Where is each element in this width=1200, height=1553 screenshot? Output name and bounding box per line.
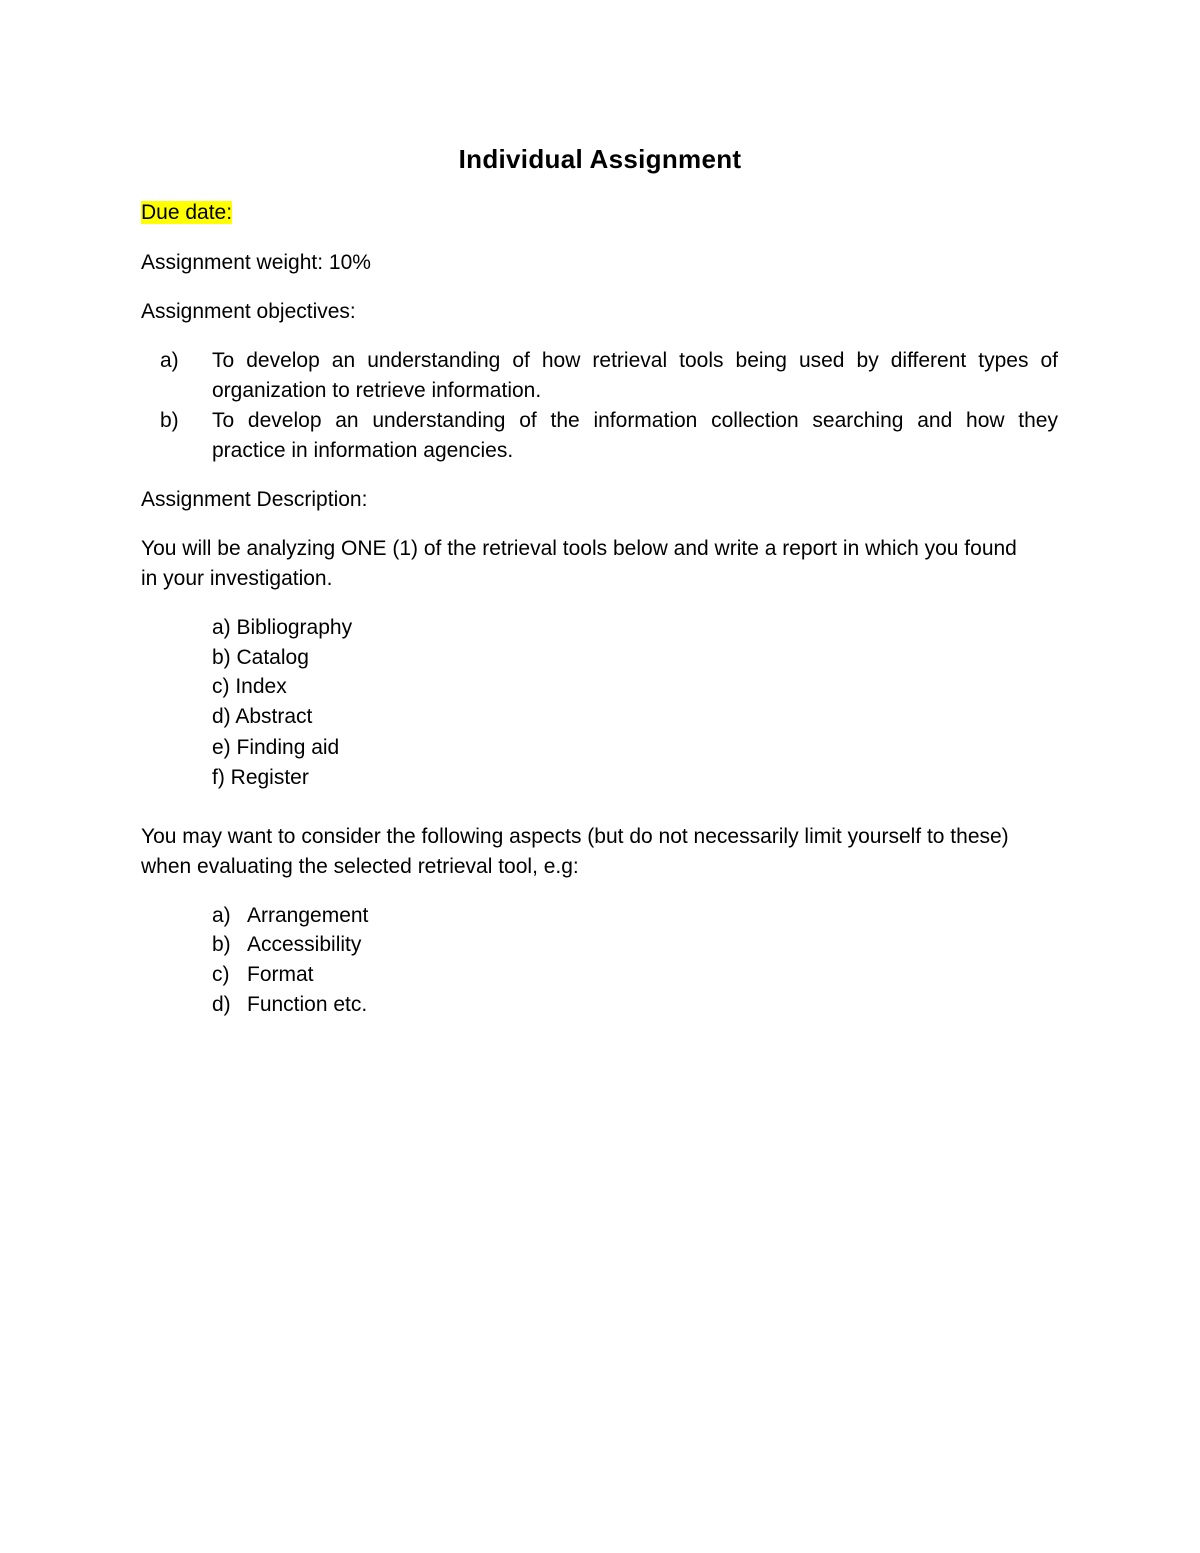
- aspect-text: Accessibility: [247, 933, 362, 956]
- aspect-text: Function etc.: [247, 993, 368, 1016]
- list-item: f) Register: [212, 766, 309, 789]
- aspect-marker: c): [212, 963, 230, 986]
- list-item: e) Finding aid: [212, 736, 340, 759]
- objective-text: To develop an understanding of how retrieval tools being used by different types of: [212, 349, 1058, 372]
- description-text: in your investigation.: [141, 567, 333, 590]
- page-title: Individual Assignment: [458, 144, 742, 174]
- aspect-marker: d): [212, 993, 231, 1016]
- description-heading: Assignment Description:: [141, 488, 368, 511]
- objective-text: To develop an understanding of the information collection searching and how they: [212, 409, 1058, 432]
- objectives-heading: Assignment objectives:: [141, 300, 356, 323]
- objective-text: practice in information agencies.: [212, 439, 514, 462]
- objective-marker: b): [160, 409, 179, 432]
- list-item: b) Catalog: [212, 646, 309, 669]
- due-date-label: [141, 198, 232, 228]
- aspects-text: when evaluating the selected retrieval tool, e.g:: [141, 855, 579, 878]
- description-text: You will be analyzing ONE (1) of the retrieval tools below and write a report in which you found: [141, 537, 1017, 560]
- assignment-weight: Assignment weight: 10%: [141, 251, 371, 274]
- aspects-text: You may want to consider the following aspects (but do not necessarily limit yourself to these): [141, 825, 1009, 848]
- aspect-text: Arrangement: [247, 904, 369, 927]
- list-item: a) Bibliography: [212, 616, 353, 639]
- list-item: c) Index: [212, 675, 287, 698]
- objective-marker: a): [160, 349, 179, 372]
- aspect-marker: b): [212, 933, 231, 956]
- objective-text: organization to retrieve information.: [212, 379, 542, 402]
- due-date-highlight: Due date:: [141, 201, 233, 224]
- list-item: d) Abstract: [212, 705, 313, 728]
- aspect-marker: a): [212, 904, 231, 927]
- aspect-text: Format: [247, 963, 314, 986]
